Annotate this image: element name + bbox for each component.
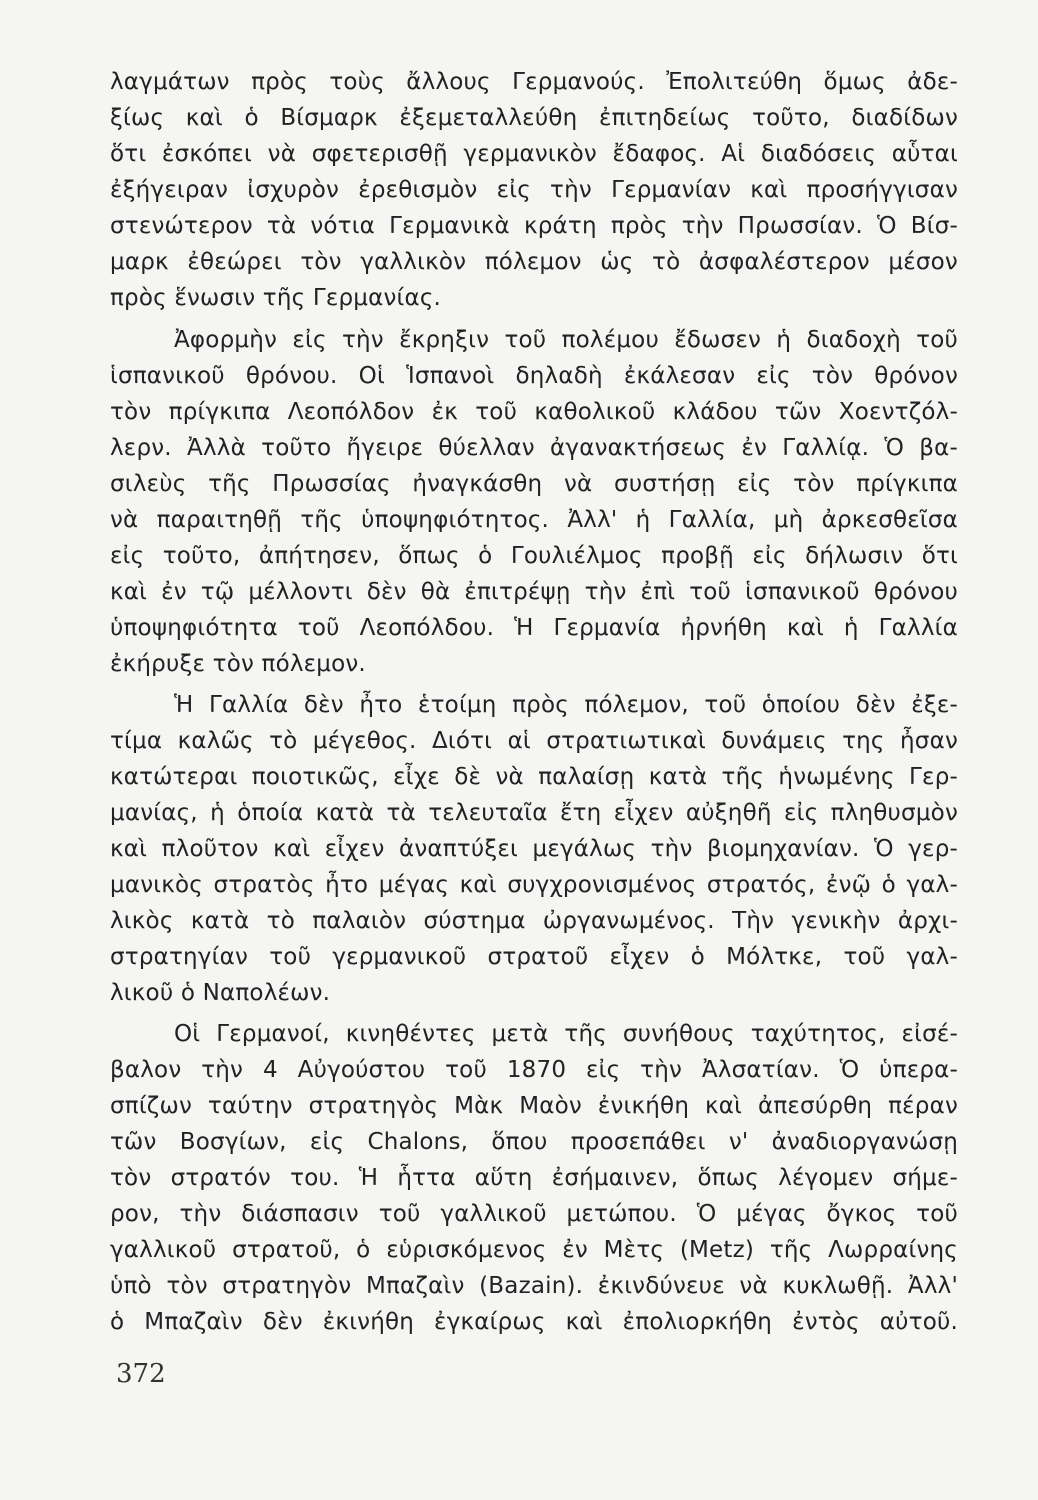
text-line: στρατηγίαν τοῦ γερμανικοῦ στρατοῦ εἶχεν ὁ Μόλτκε, τοῦ γαλ- xyxy=(110,944,958,970)
text-line: στενώτερον τὰ νότια Γερμανικὰ κράτη πρὸς τὴν Πρωσσίαν. Ὁ Βίσ- xyxy=(110,213,958,239)
text-line: ὁ Μπαζαὶν δὲν ἐκινήθη ἐγκαίρως καὶ ἐπολιορκήθη ἐντὸς αὐτοῦ. xyxy=(110,1309,958,1335)
text-line: σπίζων ταύτην στρατηγὸς Μὰκ Μαὸν ἐνικήθη καὶ ἀπεσύρθη πέραν xyxy=(110,1093,958,1119)
text-line: ἐκήρυξε τὸν πόλεμον. xyxy=(110,651,366,677)
text-line: καὶ πλοῦτον καὶ εἶχεν ἀναπτύξει μεγάλως τὴν βιομηχανίαν. Ὁ γερ- xyxy=(110,836,958,862)
text-line: λαγμάτων πρὸς τοὺς ἄλλους Γερμανούς. Ἐπολιτεύθη ὅμως ἀδε- xyxy=(110,69,958,95)
text-line: καὶ ἐν τῷ μέλλοντι δὲν θὰ ἐπιτρέψῃ τὴν ἐπὶ τοῦ ἱσπανικοῦ θρόνου xyxy=(110,579,958,605)
text-line: Οἱ Γερμανοί, κινηθέντες μετὰ τῆς συνήθους ταχύτητος, εἰσέ- xyxy=(174,1021,958,1047)
text-line: λερν. Ἀλλὰ τοῦτο ἤγειρε θύελλαν ἀγανακτήσεως ἐν Γαλλίᾳ. Ὁ βα- xyxy=(110,435,958,461)
text-line: γαλλικοῦ στρατοῦ, ὁ εὑρισκόμενος ἐν Μὲτς (Metz) τῆς Λωρραίνης xyxy=(110,1237,958,1263)
text-line: λικὸς κατὰ τὸ παλαιὸν σύστημα ὠργανωμένος. Τὴν γενικὴν ἀρχι- xyxy=(110,908,958,934)
paragraph-2 xyxy=(110,322,958,682)
text-line: λικοῦ ὁ Ναπολέων. xyxy=(110,980,331,1006)
text-line: ὑποψηφιότητα τοῦ Λεοπόλδου. Ἡ Γερμανία ἠρνήθη καὶ ἡ Γαλλία xyxy=(110,615,958,641)
text-line: νὰ παραιτηθῇ τῆς ὑποψηφιότητος. Ἀλλ' ἡ Γαλλία, μὴ ἀρκεσθεῖσα xyxy=(110,507,958,533)
text-line: κατώτεραι ποιοτικῶς, εἶχε δὲ νὰ παλαίσῃ κατὰ τῆς ἡνωμένης Γερ- xyxy=(110,764,958,790)
paragraph-1 xyxy=(110,64,958,316)
text-line: σιλεὺς τῆς Πρωσσίας ἠναγκάσθη νὰ συστήσῃ εἰς τὸν πρίγκιπα xyxy=(110,471,958,497)
paragraph-4 xyxy=(110,1016,958,1340)
text-line: ἐξήγειραν ἰσχυρὸν ἐρεθισμὸν εἰς τὴν Γερμανίαν καὶ προσήγγισαν xyxy=(110,177,958,203)
text-line: Ἀφορμὴν εἰς τὴν ἔκρηξιν τοῦ πολέμου ἔδωσεν ἡ διαδοχὴ τοῦ xyxy=(174,327,958,353)
text-line: ξίως καὶ ὁ Βίσμαρκ ἐξεμεταλλεύθη ἐπιτηδείως τοῦτο, διαδίδων xyxy=(110,105,958,131)
text-line: τὸν στρατόν του. Ἡ ἧττα αὕτη ἐσήμαινεν, ὅπως λέγομεν σήμε- xyxy=(110,1165,958,1191)
text-line: ὑπὸ τὸν στρατηγὸν Μπαζαὶν (Bazain). ἐκινδύνευε νὰ κυκλωθῇ. Ἀλλ' xyxy=(110,1273,958,1299)
text-line: μανίας, ἡ ὁποία κατὰ τὰ τελευταῖα ἔτη εἶχεν αὐξηθῆ εἰς πληθυσμὸν xyxy=(110,800,958,826)
text-line: τῶν Βοσγίων, εἰς Chalons, ὅπου προσεπάθει ν' ἀναδιοργανώσῃ xyxy=(110,1129,958,1155)
text-line: βαλον τὴν 4 Αὐγούστου τοῦ 1870 εἰς τὴν Ἀλσατίαν. Ὁ ὑπερα- xyxy=(110,1057,958,1083)
text-line: μαρκ ἐθεώρει τὸν γαλλικὸν πόλεμον ὡς τὸ ἀσφαλέστερον μέσον xyxy=(110,249,958,275)
text-line: ὅτι ἐσκόπει νὰ σφετερισθῇ γερμανικὸν ἔδαφος. Αἱ διαδόσεις αὗται xyxy=(110,141,958,167)
text-line: τίμα καλῶς τὸ μέγεθος. Διότι αἱ στρατιωτικαὶ δυνάμεις της ἦσαν xyxy=(110,728,958,754)
page-number: 372 xyxy=(116,1359,166,1389)
text-line: τὸν πρίγκιπα Λεοπόλδον ἐκ τοῦ καθολικοῦ κλάδου τῶν Χοεντζόλ- xyxy=(110,399,958,425)
text-line: ἱσπανικοῦ θρόνου. Οἱ Ἱσπανοὶ δηλαδὴ ἐκάλεσαν εἰς τὸν θρόνον xyxy=(110,363,958,389)
paragraph-3 xyxy=(110,687,958,1011)
text-line: μανικὸς στρατὸς ἦτο μέγας καὶ συγχρονισμένος στρατός, ἐνῷ ὁ γαλ- xyxy=(110,872,958,898)
text-line: εἰς τοῦτο, ἀπήτησεν, ὅπως ὁ Γουλιέλμος προβῇ εἰς δήλωσιν ὅτι xyxy=(110,543,958,569)
text-line: πρὸς ἕνωσιν τῆς Γερμανίας. xyxy=(110,285,442,311)
text-line: ρον, τὴν διάσπασιν τοῦ γαλλικοῦ μετώπου. Ὁ μέγας ὄγκος τοῦ xyxy=(110,1201,958,1227)
text-line: Ἡ Γαλλία δὲν ἦτο ἑτοίμη πρὸς πόλεμον, τοῦ ὁποίου δὲν ἐξε- xyxy=(174,692,958,718)
